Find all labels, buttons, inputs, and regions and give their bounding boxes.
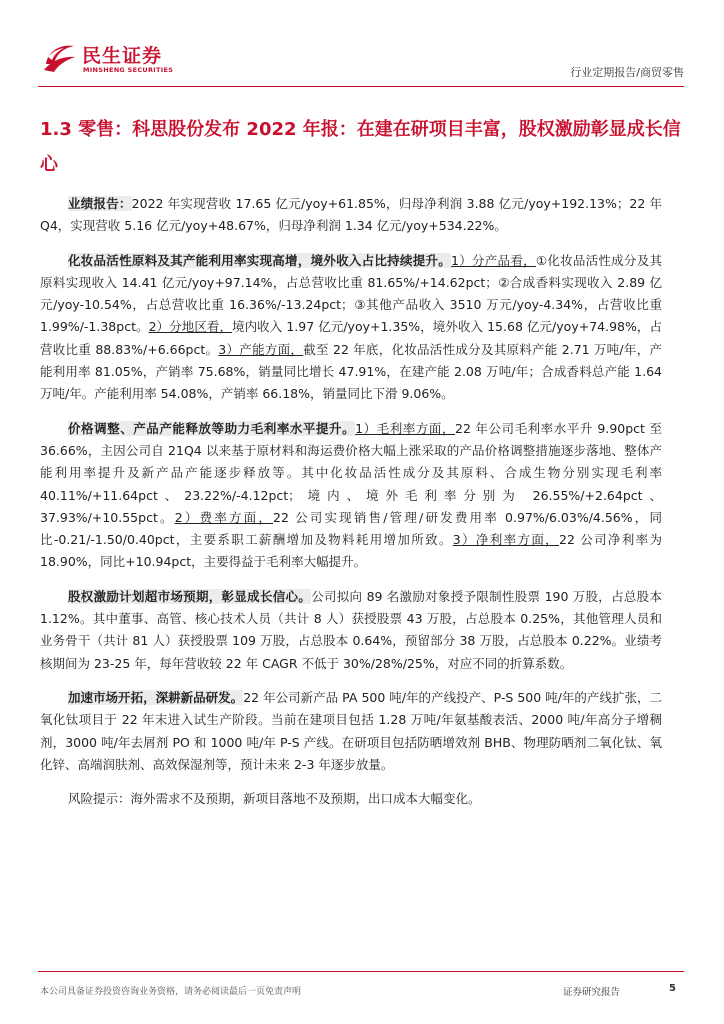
performance-paragraph xyxy=(40,193,662,238)
margin-paragraph xyxy=(40,418,662,574)
paragraph-text: 22 年公司毛利率水平升 9.90pct 至 36.66%，主因公司自 21Q4 以来基于原材料和海运费价格大幅上涨采取的产品价格调整措施逐步落地、整体产能利用率提升及新产品产能逐步释放等。其中化妆品活性成分及其原料、合成生物分别实现毛利率 40.11%/+11.64pct、23.22%/-4.12pct；境内、境外毛利率分别为 26.55%/+2.64pct、37.93%/+10.55pct。 xyxy=(40,420,662,525)
risk-warning-paragraph xyxy=(40,788,662,810)
subpoint-label: 3）产能方面， xyxy=(218,341,304,357)
page-number: 5 xyxy=(669,983,676,994)
section-title: 1.3 零售：科思股份发布 2022 年报：在建在研项目丰富，股权激励彰显成长信心 xyxy=(40,119,681,175)
subpoint-label: 1）分产品看， xyxy=(451,252,536,268)
rnd-paragraph xyxy=(40,687,662,776)
paragraph-lead: 价格调整、产品产能释放等助力毛利率水平提升。 xyxy=(68,420,356,436)
footer-disclaimer: 本公司具备证券投资咨询业务资格，请务必阅读最后一页免责声明 xyxy=(40,987,302,997)
logo-chinese-name: 民生证券 xyxy=(82,45,163,67)
paragraph-lead: 化妆品活性原料及其产能利用率实现高增，境外收入占比持续提升。 xyxy=(68,252,452,268)
paragraph-text: 风险提示：海外需求不及预期，新项目落地不及预期，出口成本大幅变化。 xyxy=(68,791,481,807)
logo-english-name: MINSHENG SECURITIES xyxy=(83,66,174,74)
paragraph-lead: 业绩报告： xyxy=(68,196,132,211)
footer-divider xyxy=(38,971,684,972)
paragraph-text: 22 公司净利率为 18.90%，同比+10.94pct，主要得益于毛利率大幅提升。 xyxy=(40,532,662,570)
paragraph-text: 22 公司实现销售/管理/研发费用率 0.97%/6.03%/4.56%，同比-0.21/-1.50/0.40pct，主要系职工薪酬增加及物料耗用增加所致。 xyxy=(40,509,662,548)
paragraph-text: 22 年公司新产品 PA 500 吨/年的产线投产、P-S 500 吨/年的产线扩张，二氧化钛项目于 22 年末进入试生产阶段。当前在建项目包括 1.28 万吨/年氨基酸表活、2000 吨/年高分子增稠剂，3000 吨/年去屑剂 PO 和 1000 吨/年 P-S 产线。在研项目包括防晒增效剂 BHB、物理防晒剂二氧化钛、氧化锌、高端润肤剂、高效保湿剂等，预计未来 2-3 年逐步放量。 xyxy=(40,689,662,772)
footer-report-label: 证券研究报告 xyxy=(563,987,621,998)
subpoint-label: 2）费率方面， xyxy=(174,509,274,525)
header-divider xyxy=(38,86,684,87)
paragraph-text: 公司拟向 89 名激励对象授予限制性股票 190 万股，占总股本 1.12%。其中董事、高管、核心技术人员（共计 8 人）获授股票 43 万股，占总股本 0.25%，其他管理人员和业务骨干（共计 81 人）获授股票 109 万股，占总股本 0.64%，预留部分 38 万股，占总股本 0.22%。业绩考核期间为 23-25 年，每年营收较 22 年 CAGR 不低于 30%/28%/25%，对应不同的折算系数。 xyxy=(40,588,662,671)
capacity-paragraph xyxy=(40,250,662,406)
paragraph-text: ①化妆品活性成分及其原料实现收入 14.41 亿元/yoy+97.14%，占总营收比重 81.65%/+14.62pct；②合成香料实现收入 2.89 亿元/yoy-10.54%，占总营收比重 16.36%/-13.24pct；③其他产品收入 3510 万元/yoy-4.34%，占营收比重 1.99%/-1.38pct。 xyxy=(40,252,662,335)
paragraph-text: 境内收入 1.97 亿元/yoy+1.35%，境外收入 15.68 亿元/yoy+74.98%，占营收比重 88.83%/+6.66pct。 xyxy=(40,319,662,357)
paragraph-text: 2022 年实现营收 17.65 亿元/yoy+61.85%，归母净利润 3.88 亿元/yoy+192.13%；22 年 Q4，实现营收 5.16 亿元/yoy+48.67%，归母净利润 1.34 亿元/yoy+534.22%。 xyxy=(40,196,662,234)
incentive-paragraph xyxy=(40,586,662,675)
paragraph-lead: 加速市场开拓，深耕新品研发。 xyxy=(68,689,244,705)
paragraph-lead: 股权激励计划超市场预期，彰显成长信心。 xyxy=(68,588,312,604)
subpoint-label: 1）毛利率方面， xyxy=(355,420,455,436)
paragraph-text: 截至 22 年底，化妆品活性成分及其原料产能 2.71 万吨/年，产能利用率 81.05%，产销率 75.68%，销量同比增长 47.91%，在建产能 2.08 万吨/年；合成香料总产能 1.64 万吨/年。产能利用率 54.08%，产销率 66.18%，销量同比下滑 9.06%。 xyxy=(40,341,662,402)
subpoint-label: 3）净利率方面， xyxy=(452,532,560,548)
minsheng-logo-icon xyxy=(42,40,76,74)
report-body xyxy=(40,193,662,822)
subpoint-label: 2）分地区看， xyxy=(148,319,233,335)
page-header xyxy=(42,38,684,78)
report-type-label: 行业定期报告/商贸零售 xyxy=(570,66,684,79)
